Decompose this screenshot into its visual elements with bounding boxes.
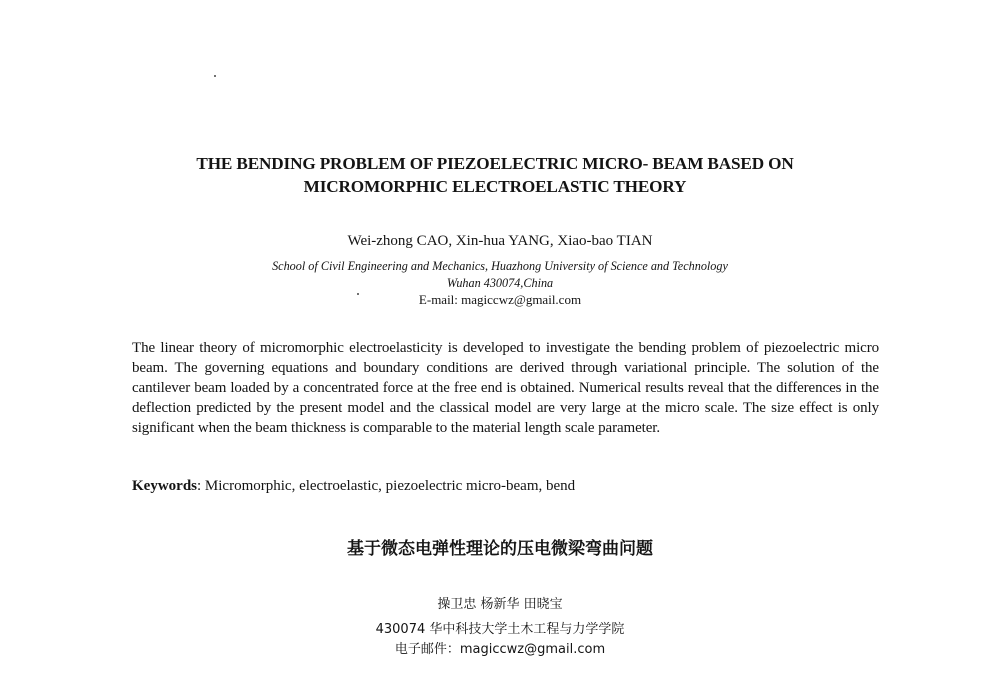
paper-title-line-1: THE BENDING PROBLEM OF PIEZOELECTRIC MICRO- BEAM BASED ON xyxy=(196,154,794,173)
abstract-paragraph: The linear theory of micromorphic electroelasticity is developed to investigate the bending problem of piezoelectric micro beam. The governing equations and boundary conditions are derived through variational principle. The solution of the cantilever beam loaded by a concentrated force at the free end is obtained. Numerical results reveal that the differences in the deflection predicted by the present model and the classical model are very large at the micro scale. The size effect is only significant when the beam thickness is comparable to the material length scale parameter. xyxy=(132,340,879,436)
chinese-affiliation: 430074 华中科技大学土木工程与力学学院 xyxy=(375,622,625,637)
chinese-title: 基于微态电弹性理论的压电微梁弯曲问题 xyxy=(347,539,653,559)
scan-speck xyxy=(214,75,216,77)
chinese-author-list: 操卫忠 杨新华 田晓宝 xyxy=(437,597,563,612)
keywords-label: Keywords xyxy=(132,478,197,494)
author-list: Wei-zhong CAO, Xin-hua YANG, Xiao-bao TIAN xyxy=(347,233,653,249)
author-email: E-mail: magiccwz@gmail.com xyxy=(418,292,582,307)
affiliation-line-2: Wuhan 430074,China xyxy=(446,276,554,290)
paper-title xyxy=(100,152,890,198)
keywords-text: : Micromorphic, electroelastic, piezoelectric micro-beam, bend xyxy=(197,478,576,494)
chinese-email: 电子邮件：magiccwz@gmail.com xyxy=(394,642,606,657)
affiliation-line-1: School of Civil Engineering and Mechanics, Huazhong University of Science and Technology xyxy=(272,259,728,273)
paper-title-line-2: MICROMORPHIC ELECTROELASTIC THEORY xyxy=(303,177,687,196)
keywords-line xyxy=(132,476,575,496)
